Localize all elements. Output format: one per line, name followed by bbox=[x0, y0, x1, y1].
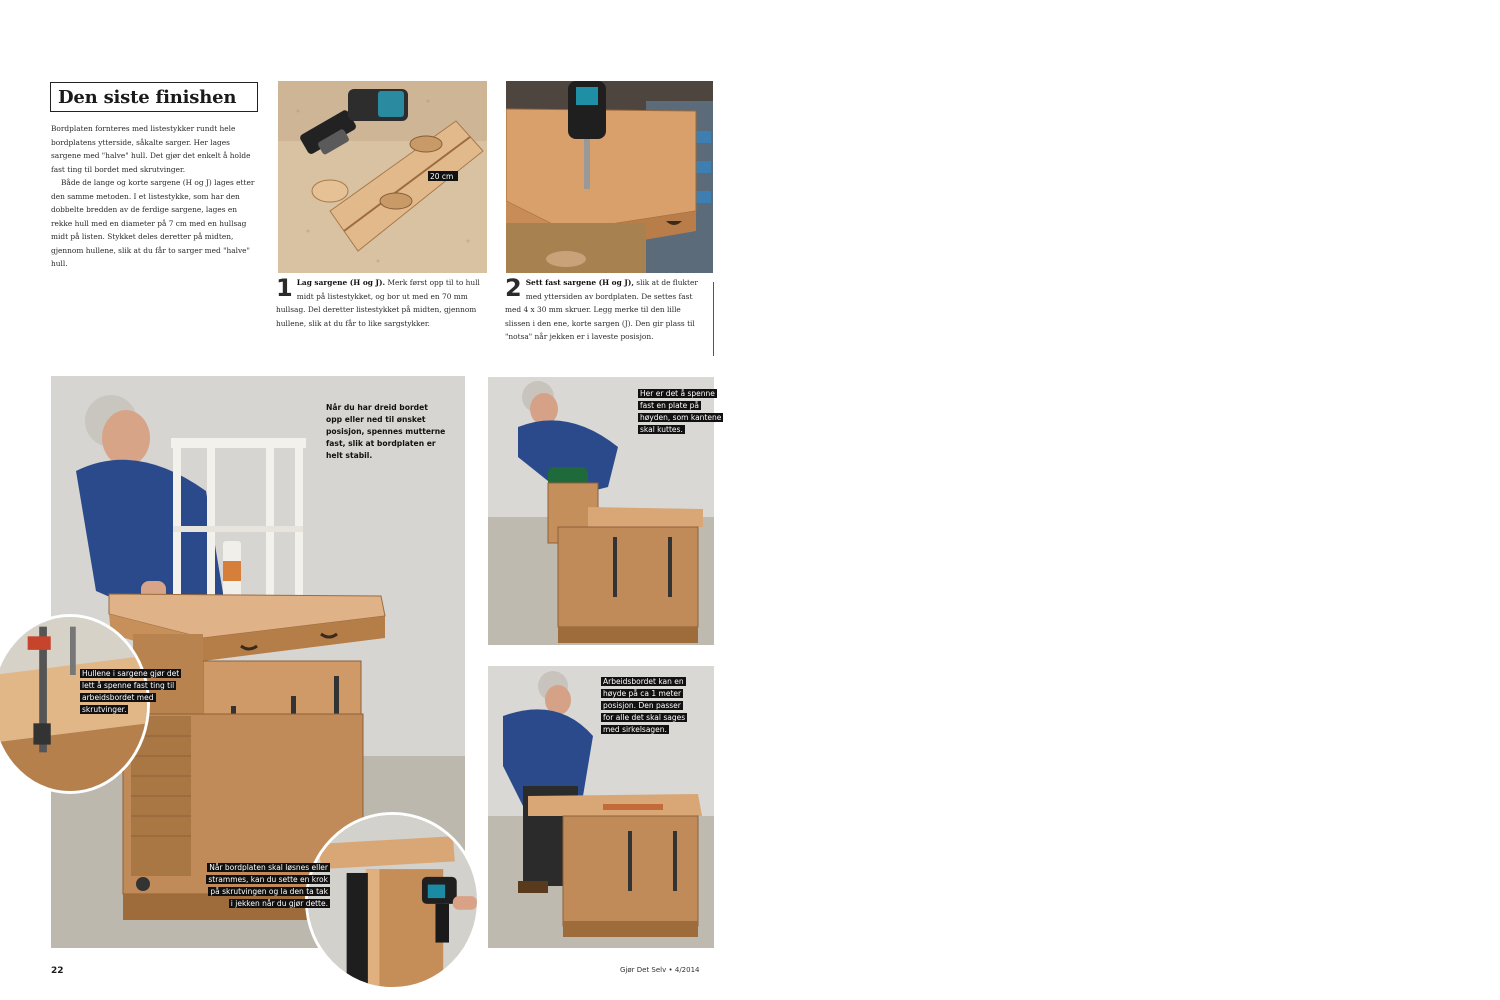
circle-right-caption: Når bordplaten skal løsnes eller strammes, kan du sette en krok på skrutvingen og la den ta tak i jekken når du gjør dette. bbox=[208, 863, 328, 908]
magazine-name: Gjør Det Selv bbox=[620, 966, 667, 974]
intro-text bbox=[51, 122, 259, 271]
step-text: slik at de flukter med yttersiden av bordplaten. De settes fast med 4 x 30 mm skruer. Legg merke til den lille slissen i den ene, korte sargen (J). Den gir plass til "notsa" når jekken er i laveste posisjon. bbox=[505, 278, 698, 341]
photo-step-1 bbox=[278, 81, 487, 273]
column-rule bbox=[713, 282, 714, 356]
circle-inset-drill bbox=[305, 812, 480, 990]
page-number: 22 bbox=[51, 966, 64, 976]
circle-left-caption: Hullene i sargene gjør det lett å spenne fast ting til arbeidsbordet med skrutvinger. bbox=[82, 669, 180, 714]
intro-paragraph: Bordplaten fornteres med listestykker rundt hele bordplatens ytterside, såkalte sarger. Her lages sargene med "halve" hull. Det gjør det enkelt å holde fast ting til bordet med skrutvinger. bbox=[51, 124, 251, 174]
footer-separator: • bbox=[668, 966, 675, 974]
step-title: Sett fast sargene (H og J), bbox=[525, 278, 634, 287]
photo-1-dimension-label: 20 cm bbox=[430, 172, 454, 181]
step-1-caption bbox=[276, 276, 484, 330]
step-2-caption bbox=[505, 276, 708, 344]
magazine-footer bbox=[620, 966, 700, 974]
photo-right-top-caption: Her er det å spenne fast en plate på høyden, som kantene skal kuttes. bbox=[640, 389, 722, 434]
section-heading: Den siste finishen bbox=[58, 86, 237, 108]
step-text: Merk først opp til to hull midt på listestykket, og bor ut med en 70 mm hullsag. Del deretter listestykket på midten, gjennom hullene, slik at du får to like sargstykker. bbox=[276, 278, 480, 328]
photo-right-bottom-caption: Arbeidsbordet kan en høyde på ca 1 meter posisjon. Den passer for alle det skal sages med sirkelsagen. bbox=[603, 677, 686, 734]
step-title: Lag sargene (H og J). bbox=[296, 278, 386, 287]
step-number: 1 bbox=[276, 274, 293, 302]
issue-number: 4/2014 bbox=[674, 966, 700, 974]
intro-paragraph: Både de lange og korte sargene (H og J) lages etter den samme metoden. I et listestykke, som har den dobbelte bredden av de ferdige sargene, lages en rekke hull med en diameter på 7 cm med en hullsag midt på listen. Stykket deles deretter på midten, gjennom hullene, slik at du får to sarger med "halve" hull. bbox=[51, 178, 255, 268]
main-photo-caption: Når du har dreid bordet opp eller ned til ønsket posisjon, spennes mutterne fast, slik at bordplaten er helt stabil. bbox=[326, 403, 446, 460]
photo-step-2 bbox=[506, 81, 713, 273]
step-number: 2 bbox=[505, 274, 522, 302]
section-heading-box bbox=[50, 82, 258, 112]
